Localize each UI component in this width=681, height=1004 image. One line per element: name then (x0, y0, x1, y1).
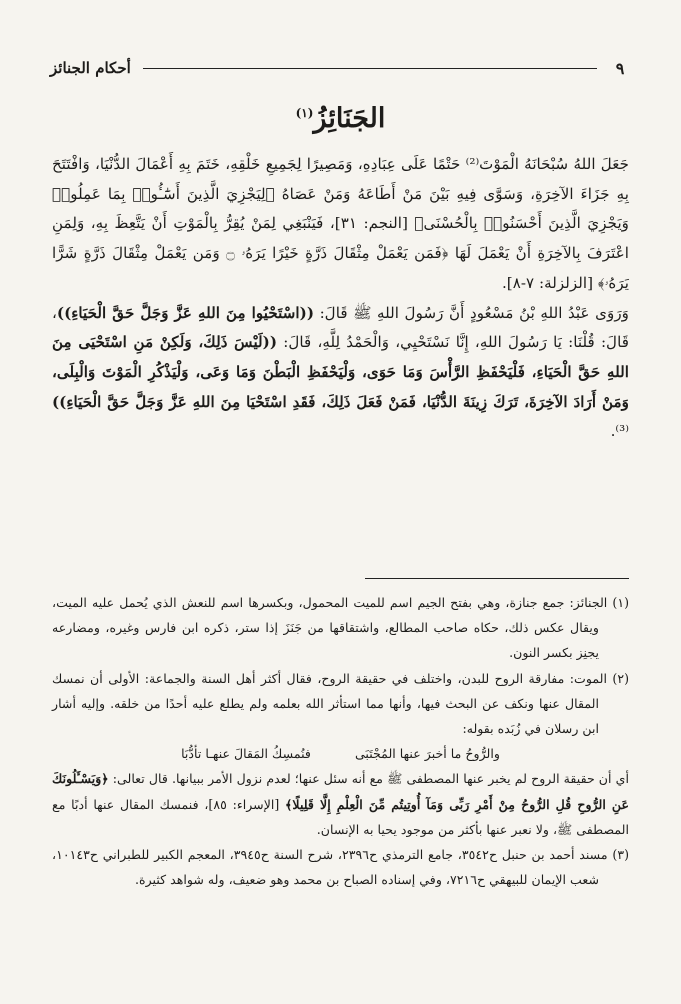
p2-hadith: ((اسْتَحْيُوا مِنَ اللهِ عَزَّ وَجَلَّ حَقَّ الْحَيَاءِ)) (56, 303, 315, 322)
page-number: ٩ (615, 58, 625, 78)
footnote-2-continued (52, 766, 629, 842)
p2-ref: ⁽³⁾. (610, 422, 629, 441)
poem-verse (52, 741, 629, 766)
p2-intro: وَرَوَى عَبْدُ اللهِ بْنُ مَسْعُودٍ أَنَّ رَسُولَ اللهِ ﷺ قَالَ: (314, 303, 629, 322)
main-text (52, 150, 629, 447)
chapter-title-text: الجَنَائِزُ (313, 103, 386, 134)
chapter-footnote-ref: (١) (295, 106, 314, 120)
p2-reply: ((لَيْسَ ذَلِكَ، وَلَكِنْ مَنِ اسْتَحْيَى مِنَ اللهِ حَقَّ الْحَيَاءِ، فَلْيَحْفَظِ الرَّأْسَ وَمَا حَوَى، وَلْيَحْفَظِ الْبَطْنَ وَمَا وَعَى، وَلْيَذْكُرِ الْمَوْتَ وَالْبِلَى، وَمَنْ أَرَادَ الآخِرَةَ، تَرَكَ زِينَةَ الدُّنْيَا، فَمَنْ فَعَلَ ذَلِكَ، فَقَدِ اسْتَحْيَا مِنَ اللهِ عَزَّ وَجَلَّ حَقَّ الْحَيَاءِ)) (52, 333, 629, 411)
verse-hemistich-2: فنُمسِكُ المَقالَ عنهـا تأدُّبَا (181, 746, 311, 762)
footnote-separator (365, 578, 629, 579)
footnote-3: (٣) مسند أحمد بن حنبل ح٣٥٤٢، جامع الترمذي ح٢٣٩٦، شرح السنة ح٣٩٤٥، المعجم الكبير للطبراني ح١٠١٤٣، شعب الإيمان للبيهقي ح٧٢١٦، وفي إسناده الصباح بن محمد وهو ضعيف، وله شواهد كثيرة. (52, 847, 629, 888)
footnote-2: (٢) الموت: مفارقة الروح للبدن، واختلف في حقيقة الروح، فقال أكثر أهل السنة والجماعة: الأولى أن نمسك المقال عنها ونكف عن البحث فيها، وأنها مما استأثر الله بعلمه ولم يطلع عليه أحدًا من خلقه. وإليه أشار ابن رسلان في زُبَده بقوله: (52, 670, 629, 737)
paragraph-1: جَعَلَ اللهُ سُبْحَانَهُ الْمَوْتَ⁽²⁾ حَتْمًا عَلَى عِبَادِهِ، وَمَصِيرًا لِجَمِيعِ خَلْقِهِ، خَتَمَ بِهِ أَعْمَالَ الدُّنْيَا، وَافْتَتَحَ بِهِ جَزَاءَ الآخِرَةِ، وَسَوَّى فِيهِ بَيْنَ مَنْ أَطَاعَهُ وَمَنْ عَصَاهُ ﴿لِيَجْزِيَ الَّذِينَ أَسَٰٓـُٔوا۟ بِمَا عَمِلُوا۟ وَيَجْزِيَ الَّذِينَ أَحْسَنُوا۟ بِالْحُسْنَى﴾ [النجم: ٣١]، فَيَنْبَغِي لِمَنْ يُقِرُّ بِالْمَوْتِ أَنْ يَتَّعِظَ بِهِ، وَلِمَنِ اعْتَرَفَ بِالآخِرَةِ أَنْ يَعْمَلَ لَهَا ﴿فَمَن يَعْمَلْ مِثْقَالَ ذَرَّةٍ خَيْرًا يَرَهُۥ ۝ وَمَن يَعْمَلْ مِثْقَالَ ذَرَّةٍ شَرًّا يَرَهُۥ﴾ [الزلزلة: ٧-٨]. (52, 155, 630, 292)
header-rule (143, 68, 597, 69)
running-title: أحكام الجنائز (50, 59, 131, 77)
n2-text: أي أن حقيقة الروح لم يخبر عنها المصطفى ﷺ مع أنه سئل عنها؛ لعدم نزول الأمر ببيانها. قال تعالى: (108, 771, 629, 787)
p2-mid: ، قَالَ: قُلْنَا: يَا رَسُولَ اللهِ، إِنَّا نَسْتَحْيِي، وَالْحَمْدُ لِلَّهِ، قَالَ: (52, 303, 629, 352)
paragraph-2 (52, 299, 629, 448)
footnote-1: (١) الجنائز: جمع جنازة، وهي بفتح الجيم اسم للميت المحمول، وبكسرها اسم للنعش الذي يُحمل عليه الميت، ويقال عكس ذلك، حكاه صاحب المطالع، واشتقاقها من جَنَزَ إذا ستر، ذكره ابن فارس وغيره، ومضارعه يجنِز بكسر النون. (52, 595, 629, 661)
n2-quran-verse: ﴿وَيَسْـَٔلُونَكَ عَنِ الرُّوحِ قُلِ الرُّوحُ مِنْ أَمْرِ رَبِّى وَمَآ أُوتِيتُم مِّنَ الْعِلْمِ إِلَّا قَلِيلًا﴾ (52, 771, 630, 812)
verse-hemistich-1: والرُّوحُ ما أخبرَ عنها المُجْتَبَى (354, 746, 500, 762)
n2-text-end: [الإسراء: ٨٥]، فنمسك المقال عنها أدبًا مع المصطفى ﷺ، ولا نعبر عنها بأكثر من موجود يحيا به الإنسان. (52, 796, 629, 837)
chapter-title (0, 103, 681, 134)
page-header (50, 56, 631, 80)
footnotes (52, 590, 629, 892)
